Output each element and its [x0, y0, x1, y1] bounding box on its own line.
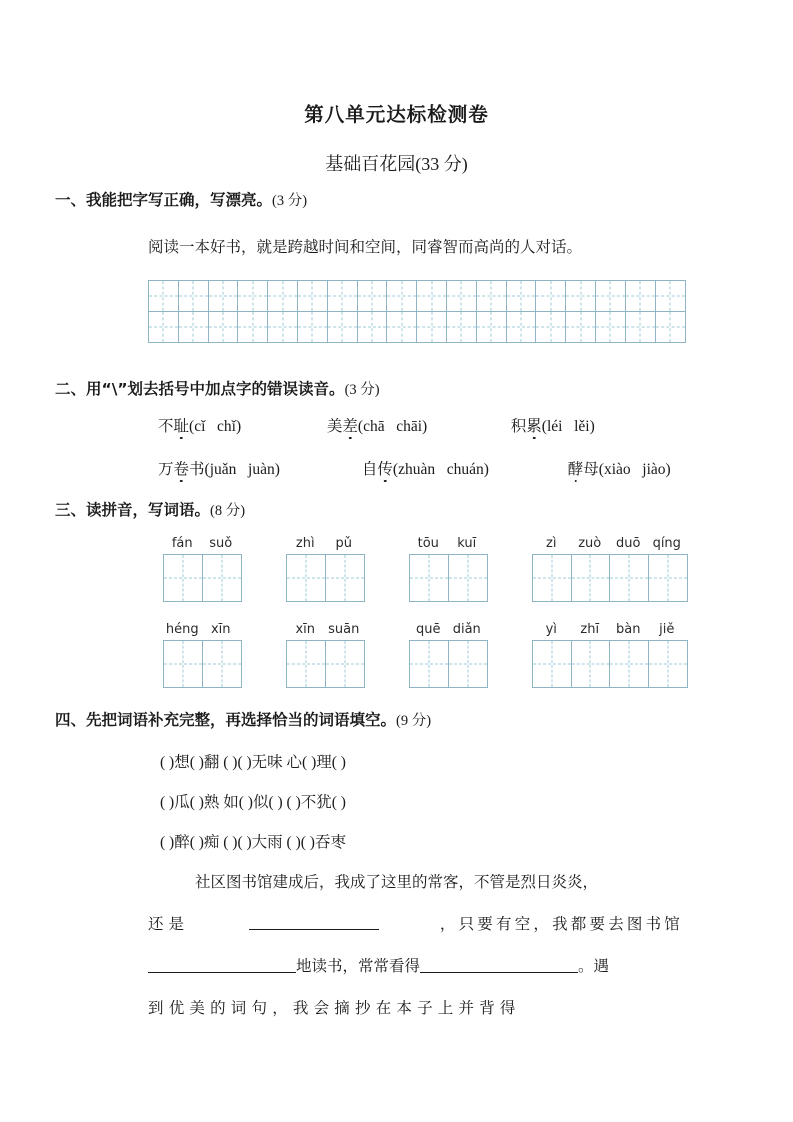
- question-2-heading: [55, 379, 380, 400]
- question-4-points: (9 分): [396, 713, 432, 729]
- grid-cell[interactable]: [566, 312, 596, 342]
- grid-cell[interactable]: [238, 312, 268, 342]
- question-4-index: 四、: [55, 711, 87, 729]
- pron-word-dotted: 卷: [174, 457, 190, 479]
- grid-cell[interactable]: [572, 641, 611, 687]
- grid-cell[interactable]: [417, 312, 447, 342]
- passage-line-3: [148, 954, 683, 976]
- pinyin-syllable: suān: [328, 622, 360, 637]
- pinyin-group-fansuo: [163, 536, 242, 602]
- grid-cell[interactable]: [149, 312, 179, 342]
- pron-word-dotted: 传: [377, 457, 393, 479]
- pron-gap: [205, 418, 217, 435]
- grid-cell[interactable]: [477, 312, 507, 342]
- grid-row[interactable]: [148, 280, 686, 312]
- pron-gap: [631, 461, 643, 478]
- question-2-prompt: 用“\”划去括号中加点字的错误读音。: [86, 380, 345, 398]
- question-3-points: (8 分): [210, 503, 246, 519]
- pron-word-after: 书: [189, 461, 205, 478]
- pinyin-syllable: zhì: [295, 536, 315, 551]
- pron-word-before: 万: [158, 461, 174, 478]
- pinyin-syllable: tōu: [417, 536, 439, 551]
- fill-in-blank-1[interactable]: [249, 912, 379, 930]
- passage-text-after-blank1: ，只要有空，我都要去图书馆: [439, 916, 683, 933]
- passage-line-1: 社区图书馆建成后，我成了这里的常客，不管是烈日炎炎，: [195, 874, 599, 891]
- pinyin-labels: [163, 622, 242, 637]
- page-title: 第八单元达标检测卷: [304, 103, 489, 126]
- pronunciation-item[interactable]: [158, 457, 358, 479]
- grid-cell[interactable]: [410, 555, 449, 601]
- pron-option-a[interactable]: chā: [363, 418, 385, 435]
- pron-word-dotted: 累: [526, 414, 542, 436]
- grid-cell[interactable]: [179, 281, 209, 311]
- passage-text-end: 。遇: [578, 958, 610, 975]
- grid-cell[interactable]: [209, 281, 239, 311]
- grid-cell[interactable]: [326, 641, 365, 687]
- pron-word-dotted: 差: [342, 414, 358, 436]
- grid-cell[interactable]: [387, 312, 417, 342]
- idiom-row-1[interactable]: ( )想( )翻 ( )( )无味 心( )理( ): [160, 754, 346, 771]
- pinyin-syllable: zhī: [580, 622, 600, 637]
- passage-text-line4: 到优美的词句，我会摘抄在本子上并背得: [148, 1000, 521, 1017]
- pron-word-after: 母: [583, 461, 599, 478]
- grid-cell[interactable]: [328, 312, 358, 342]
- grid-cell[interactable]: [449, 641, 488, 687]
- question-4-heading: [55, 710, 431, 731]
- pinyin-syllable: bàn: [616, 622, 641, 637]
- grid-cell[interactable]: [507, 281, 537, 311]
- question-1-index: 一、: [55, 191, 87, 209]
- grid-cell[interactable]: [447, 281, 477, 311]
- pron-word-dotted: 耻: [174, 414, 190, 436]
- grid-cell[interactable]: [536, 281, 566, 311]
- pronunciation-item[interactable]: [362, 457, 564, 479]
- pinyin-group-toukui: [409, 536, 488, 602]
- pinyin-group-hengxin: [163, 622, 242, 688]
- pinyin-labels: [409, 536, 488, 551]
- answer-grid[interactable]: [286, 640, 365, 688]
- pron-option-a[interactable]: xiào: [603, 461, 631, 478]
- grid-cell[interactable]: [449, 555, 488, 601]
- grid-cell[interactable]: [656, 312, 686, 342]
- pinyin-syllable: héng: [165, 622, 199, 637]
- pron-option-b[interactable]: jiào: [642, 461, 666, 478]
- grid-cell[interactable]: [387, 281, 417, 311]
- grid-cell[interactable]: [572, 555, 611, 601]
- grid-cell[interactable]: [268, 312, 298, 342]
- grid-cell[interactable]: [566, 281, 596, 311]
- question-1-prompt: 我能把字写正确，写漂亮。: [86, 191, 273, 209]
- pinyin-labels: [532, 622, 688, 637]
- grid-cell[interactable]: [164, 555, 203, 601]
- question-2-index: 二、: [55, 380, 87, 398]
- passage-line-4: [148, 996, 683, 1018]
- answer-grid[interactable]: [163, 554, 242, 602]
- grid-cell[interactable]: [536, 312, 566, 342]
- pinyin-group-yizhibanjie: [532, 622, 688, 688]
- pron-option-a[interactable]: juǎn: [209, 461, 237, 478]
- pron-word-before: 自: [361, 461, 378, 478]
- pinyin-syllable: jiě: [659, 622, 675, 637]
- grid-cell[interactable]: [410, 641, 449, 687]
- pinyin-syllable: fán: [171, 536, 193, 551]
- pron-paren-open: (: [392, 461, 399, 478]
- pronunciation-item[interactable]: [511, 414, 595, 436]
- grid-cell[interactable]: [610, 641, 649, 687]
- pron-option-b[interactable]: chuán: [446, 461, 484, 478]
- grid-row[interactable]: [148, 312, 686, 343]
- answer-grid[interactable]: [532, 640, 688, 688]
- pron-paren-close: ): [235, 418, 242, 435]
- answer-grid[interactable]: [532, 554, 688, 602]
- grid-cell[interactable]: [298, 281, 328, 311]
- pron-paren-close: ): [274, 461, 280, 478]
- pron-paren-open: (: [357, 418, 364, 435]
- pron-paren-close: ): [665, 461, 671, 478]
- question-3-index: 三、: [55, 501, 87, 519]
- pronunciation-item[interactable]: [327, 414, 507, 436]
- fill-in-blank-2[interactable]: [148, 955, 296, 973]
- grid-cell[interactable]: [268, 281, 298, 311]
- pron-word-before: 美: [326, 418, 343, 435]
- pron-paren-open: (: [189, 418, 195, 435]
- pron-paren-close: ): [483, 461, 489, 478]
- answer-grid[interactable]: [286, 554, 365, 602]
- grid-cell[interactable]: [626, 312, 656, 342]
- grid-cell[interactable]: [649, 555, 688, 601]
- pinyin-labels: [532, 536, 688, 551]
- pinyin-syllable: zuò: [578, 536, 602, 551]
- grid-cell[interactable]: [358, 312, 388, 342]
- grid-cell[interactable]: [610, 555, 649, 601]
- pron-word-before: 不: [158, 418, 174, 435]
- question-1-sentence: 阅读一本好书，就是跨越时间和空间，同睿智而高尚的人对话。: [148, 239, 583, 256]
- pron-paren-open: (: [598, 461, 604, 478]
- pron-gap: [236, 461, 248, 478]
- question-4-prompt: 先把词语补充完整，再选择恰当的词语填空。: [86, 711, 397, 729]
- writing-practice-grid[interactable]: [148, 280, 686, 343]
- pinyin-syllable: pǔ: [335, 536, 352, 551]
- pron-paren-close: ): [422, 418, 428, 435]
- pron-option-a[interactable]: léi: [546, 418, 563, 435]
- pronunciation-item[interactable]: [568, 457, 671, 479]
- pinyin-group-quedian: [409, 622, 488, 688]
- pronunciation-row-1: [158, 414, 595, 436]
- grid-cell[interactable]: [287, 555, 326, 601]
- grid-row-group: [148, 280, 686, 312]
- idiom-row-2[interactable]: ( )瓜( )熟 如( )似( ) ( )不犹( ): [160, 794, 346, 811]
- pinyin-syllable: xīn: [210, 622, 231, 637]
- grid-cell[interactable]: [209, 312, 239, 342]
- pinyin-syllable: xīn: [295, 622, 316, 637]
- grid-cell[interactable]: [326, 555, 365, 601]
- grid-cell[interactable]: [179, 312, 209, 342]
- question-3-prompt: 读拼音，写词语。: [86, 501, 211, 519]
- grid-cell[interactable]: [238, 281, 268, 311]
- pinyin-labels: [163, 536, 242, 551]
- pinyin-syllable: qíng: [652, 536, 681, 551]
- grid-cell[interactable]: [298, 312, 328, 342]
- pron-word-dotted: 酵: [568, 457, 584, 479]
- pron-gap: [435, 461, 447, 478]
- pron-paren-close: ): [589, 418, 595, 435]
- grid-cell[interactable]: [358, 281, 388, 311]
- pinyin-syllable: zì: [546, 536, 557, 551]
- grid-cell[interactable]: [507, 312, 537, 342]
- grid-cell[interactable]: [656, 281, 686, 311]
- pinyin-labels: [286, 536, 365, 551]
- pinyin-syllable: diǎn: [452, 622, 481, 637]
- grid-cell[interactable]: [596, 312, 626, 342]
- grid-cell[interactable]: [203, 555, 242, 601]
- question-1-heading: [55, 190, 307, 211]
- pinyin-labels: [286, 622, 365, 637]
- pron-gap: [385, 418, 397, 435]
- question-2-points: (3 分): [344, 382, 380, 398]
- grid-cell[interactable]: [533, 641, 572, 687]
- grid-cell[interactable]: [328, 281, 358, 311]
- pinyin-syllable: suǒ: [209, 536, 233, 551]
- grid-cell[interactable]: [649, 641, 688, 687]
- page-subtitle: 基础百花园(33 分): [325, 154, 468, 175]
- passage-text-still-is: 还是: [148, 916, 190, 933]
- passage-line-2: [148, 912, 683, 934]
- pinyin-syllable: quē: [416, 622, 441, 637]
- pinyin-group-xinsuan: [286, 622, 365, 688]
- grid-cell[interactable]: [596, 281, 626, 311]
- pron-option-a[interactable]: cǐ: [194, 418, 206, 435]
- pron-option-b[interactable]: chāi: [396, 418, 423, 435]
- pron-option-b[interactable]: lěi: [574, 418, 590, 435]
- answer-grid[interactable]: [409, 554, 488, 602]
- question-1-points: (3 分): [272, 193, 308, 209]
- pinyin-group-zhipu: [286, 536, 365, 602]
- grid-cell[interactable]: [626, 281, 656, 311]
- grid-cell[interactable]: [164, 641, 203, 687]
- pron-option-b[interactable]: juàn: [248, 461, 275, 478]
- pronunciation-row-2: [158, 457, 671, 479]
- grid-cell[interactable]: [149, 281, 179, 311]
- grid-cell[interactable]: [203, 641, 242, 687]
- pinyin-syllable: kuī: [457, 536, 477, 551]
- grid-cell[interactable]: [533, 555, 572, 601]
- pron-paren-open: (: [541, 418, 547, 435]
- idiom-row-3[interactable]: ( )醉( )痴 ( )( )大雨 ( )( )吞枣: [160, 834, 346, 851]
- answer-grid[interactable]: [409, 640, 488, 688]
- pinyin-labels: [409, 622, 488, 637]
- grid-cell[interactable]: [287, 641, 326, 687]
- grid-cell[interactable]: [417, 281, 447, 311]
- pron-word-before: 积: [510, 418, 527, 435]
- pron-option-a[interactable]: zhuàn: [398, 461, 436, 478]
- pron-option-b[interactable]: chǐ: [217, 418, 236, 435]
- pronunciation-item[interactable]: [158, 414, 323, 436]
- passage-text-read-books: 地读书，常常看得: [296, 958, 421, 975]
- pinyin-syllable: duō: [616, 536, 641, 551]
- question-3-heading: [55, 500, 245, 521]
- pinyin-group-zizuoduoqing: [532, 536, 688, 602]
- pinyin-syllable: yì: [545, 622, 557, 637]
- grid-cell[interactable]: [447, 312, 477, 342]
- fill-in-blank-3[interactable]: [420, 955, 578, 973]
- pron-paren-open: (: [204, 461, 210, 478]
- pron-gap: [562, 418, 574, 435]
- grid-cell[interactable]: [477, 281, 507, 311]
- answer-grid[interactable]: [163, 640, 242, 688]
